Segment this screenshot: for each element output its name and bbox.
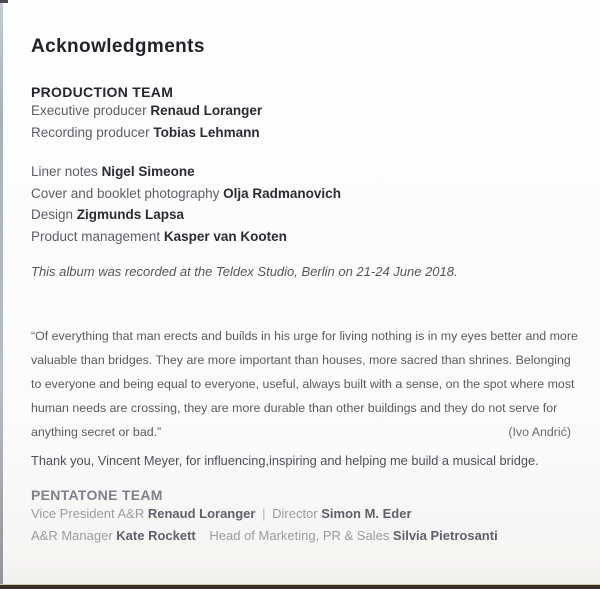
separator: |	[262, 506, 266, 521]
credit-name: Renaud Loranger	[150, 103, 263, 118]
credit-name: Olja Radmanovich	[223, 185, 341, 201]
pentatone-row	[31, 503, 570, 525]
credit-label: A&R Manager	[31, 527, 113, 543]
credit-label: Design	[31, 207, 74, 222]
credits-section	[31, 161, 570, 247]
credit-row	[31, 183, 570, 205]
page-title: Acknowledgments	[31, 36, 205, 57]
credit-name: Simon M. Eder	[321, 506, 412, 521]
credit-name: Tobias Lehmann	[153, 124, 260, 140]
credit-name: Renaud Loranger	[147, 506, 256, 521]
quote-section	[31, 324, 578, 444]
recording-note: This album was recorded at the Teldex Studio, Berlin on 21-24 June 2018.	[31, 264, 458, 279]
credit-label: Recording producer	[31, 124, 150, 140]
credit-row	[31, 226, 570, 248]
credit-name: Silvia Pietrosanti	[392, 527, 498, 543]
credit-row	[31, 122, 570, 144]
quote-line-text: anything secret or bad.”	[31, 425, 162, 439]
pentatone-team-section	[31, 487, 570, 546]
quote-last-line	[31, 420, 571, 444]
credit-label: Executive producer	[31, 103, 147, 118]
credit-name: Nigel Simeone	[101, 164, 195, 179]
quote-line: to everyone and being equal to everyone, useful, always built with a sense, on the spot where most	[31, 377, 575, 391]
credit-row	[31, 161, 570, 183]
credit-name: Kate Rockett	[116, 527, 196, 543]
credit-label: Cover and booklet photography	[31, 185, 220, 201]
credit-label: Head of Marketing, PR & Sales	[209, 527, 390, 543]
production-team-section	[31, 84, 570, 143]
quote-line: “Of everything that man erects and builds in his urge for living nothing is in my eyes better and more	[31, 329, 578, 343]
credit-row	[31, 100, 570, 122]
credit-name: Kasper van Kooten	[163, 228, 287, 244]
pentatone-row	[31, 525, 570, 547]
thanks-line: Thank you, Vincent Meyer, for influencing,inspiring and helping me build a musical bridge.	[31, 453, 539, 468]
scan-edge-bottom	[0, 584, 600, 589]
credit-label: Director	[272, 506, 318, 521]
quote-attribution: (Ivo Andrić)	[508, 425, 571, 439]
production-team-heading: PRODUCTION TEAM	[31, 84, 174, 100]
quote-line: human needs are crossing, they are more durable than other buildings and they do not serve for	[31, 401, 558, 415]
credit-label: Liner notes	[31, 164, 98, 179]
credit-name: Zigmunds Lapsa	[76, 207, 185, 222]
credit-row	[31, 204, 570, 226]
credit-label: Vice President A&R	[31, 506, 145, 521]
pentatone-team-heading: PENTATONE TEAM	[31, 487, 163, 503]
credit-label: Product management	[31, 228, 161, 244]
quote-line: valuable than bridges. They are more important than houses, more sacred than shrines. Belonging	[31, 353, 571, 367]
